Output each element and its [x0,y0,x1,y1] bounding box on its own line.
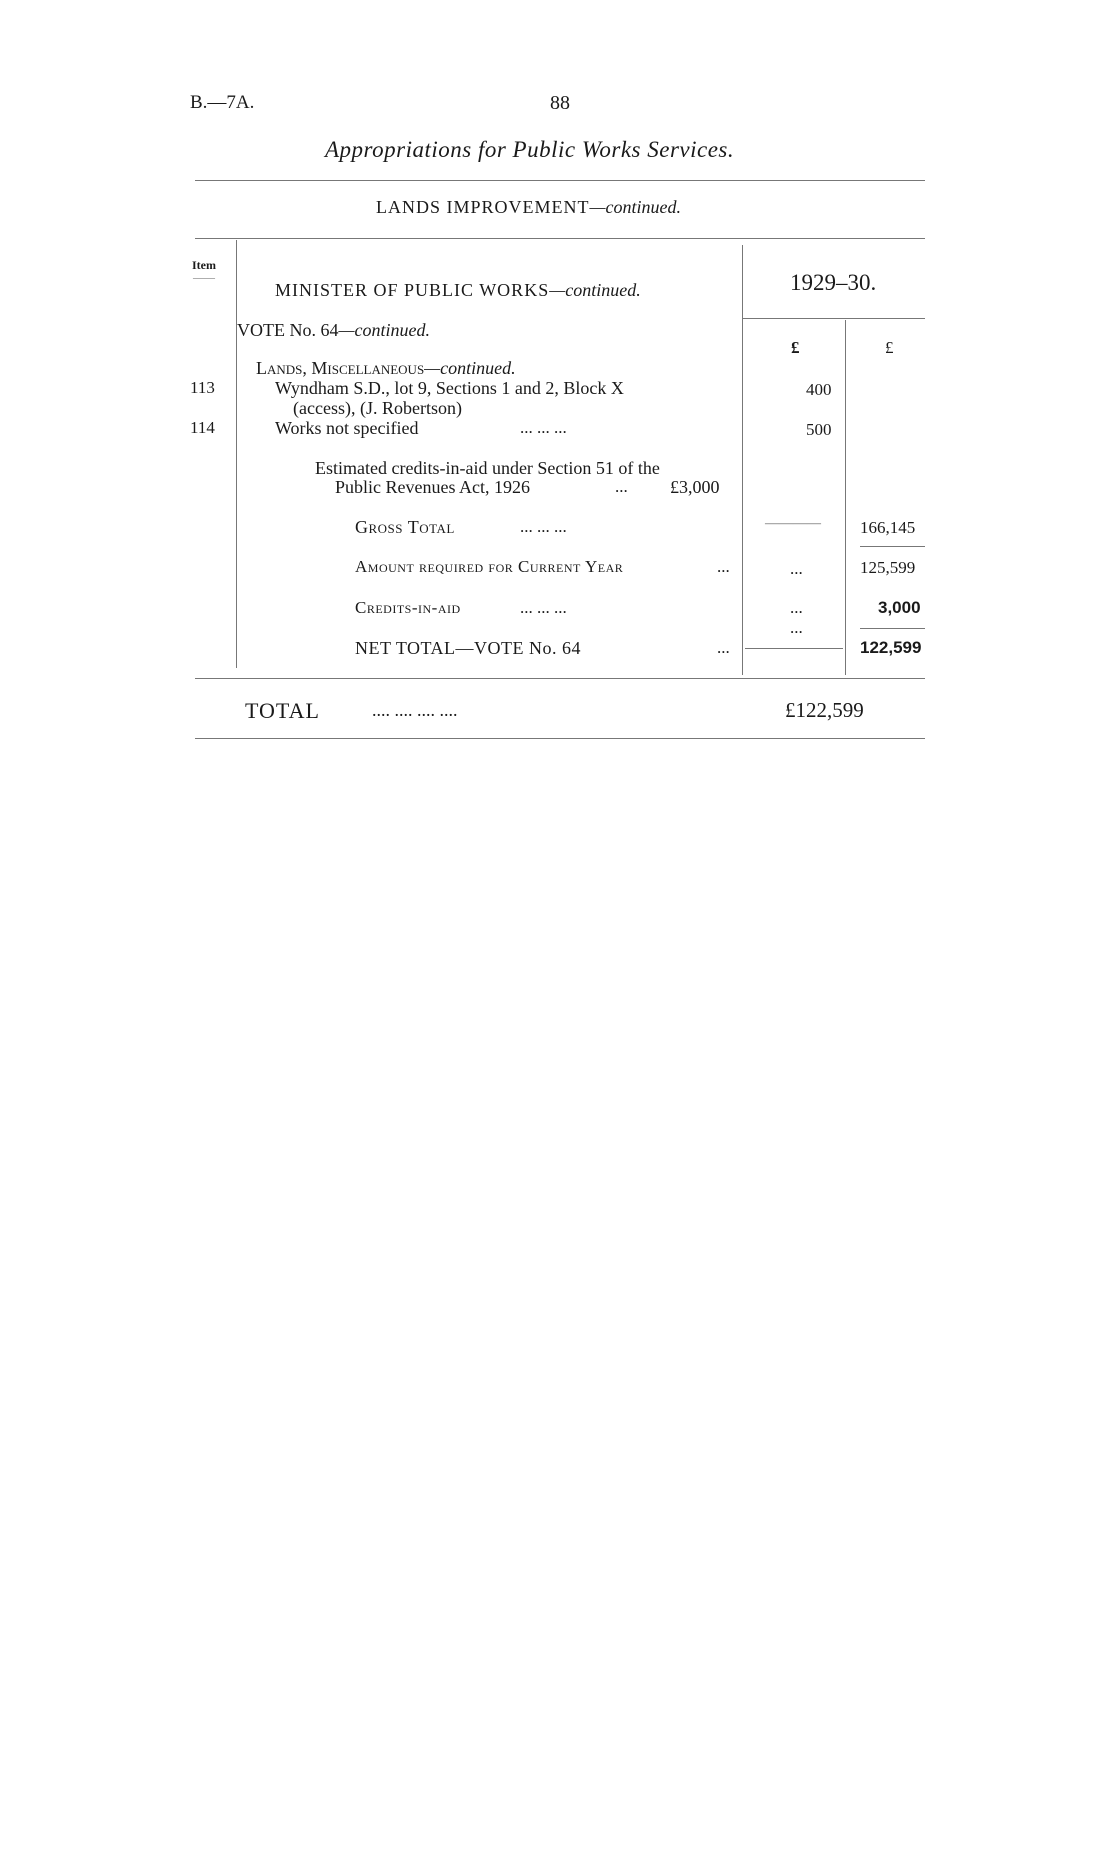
item-amount-113: 400 [806,380,832,399]
gross-total-label: Gross Total [355,517,455,537]
credits-note-line1: Estimated credits-in-aid under Section 51 of the [315,458,660,478]
currency-symbol-col2: £ [885,338,894,357]
net-total-amount: 122,599 [860,638,922,657]
section-rule [195,238,925,239]
vote-heading-main: VOTE No. 64 [237,320,339,340]
grand-total-dots: .... .... .... .... [372,700,458,720]
amount-required-label: Amount required for Current Year [355,557,624,576]
item-number-113: 113 [190,378,215,397]
page-number: 88 [550,92,570,114]
item-number-114: 114 [190,418,215,437]
section-heading-suffix: —continued. [589,197,682,217]
credits-in-aid-dots: ... ... ... [520,598,567,617]
item-amount-114: 500 [806,420,832,439]
credits-in-aid-amount: 3,000 [878,598,921,617]
item-dots-114: ... ... ... [520,418,567,437]
vote-heading-suffix: —continued. [338,320,430,340]
currency-symbol-col1: £ [791,338,800,357]
credits-note-line2: Public Revenues Act, 1926 [335,477,530,497]
gross-total-underline [860,546,925,547]
amount-required-col1: ... [790,559,803,578]
amount-column-divider-2 [845,320,846,675]
title-rule [195,180,925,181]
item-column-header: Item [192,258,216,272]
gross-total-dots: ... ... ... [520,517,567,536]
subhead-heading-suffix: —continued. [424,358,516,378]
credits-in-aid-label: Credits-in-aid [355,598,461,617]
credits-in-aid-col1: ... [790,598,803,617]
amount-required-dots: ... [717,557,730,576]
amount-required-amount: 125,599 [860,558,916,577]
grand-total-label: TOTAL [245,698,320,723]
net-total-dots: ... [717,638,730,657]
subhead-heading-main: Lands, Miscellaneous [256,358,425,378]
amount-column-divider-1 [742,245,743,675]
net-total-col1-rule [745,648,843,649]
year-heading: 1929–30. [790,270,877,295]
vote-heading [237,320,430,341]
item-header-dash: —— [193,272,215,284]
ministry-heading-suffix: —continued. [549,280,641,300]
item-description-113: Wyndham S.D., lot 9, Sections 1 and 2, Block X [275,378,624,398]
item-description-113-cont: (access), (J. Robertson) [293,398,462,418]
item-column-divider [236,240,237,668]
item-description-114: Works not specified [275,418,419,438]
subhead-heading [256,358,516,379]
credits-in-aid-underline [860,628,925,629]
gross-total-col1-rule: ———— [765,516,821,531]
grand-total-rule [195,738,925,739]
credits-note-amount: £3,000 [670,477,720,497]
section-heading-main: LANDS IMPROVEMENT [376,197,590,217]
table-bottom-rule [195,678,925,679]
page-title: Appropriations for Public Works Services. [325,137,735,162]
section-heading [376,197,681,218]
credits-note-dots: ... [615,477,628,496]
ministry-heading-main: MINISTER OF PUBLIC WORKS [275,280,550,300]
year-rule [742,318,925,319]
net-total-label: NET TOTAL—VOTE No. 64 [355,638,582,658]
ministry-heading [275,280,641,301]
credits-in-aid-col1-dots: ... [790,618,803,637]
grand-total-amount: £122,599 [785,698,864,722]
gross-total-amount: 166,145 [860,518,916,537]
document-reference: B.—7A. [190,92,255,113]
